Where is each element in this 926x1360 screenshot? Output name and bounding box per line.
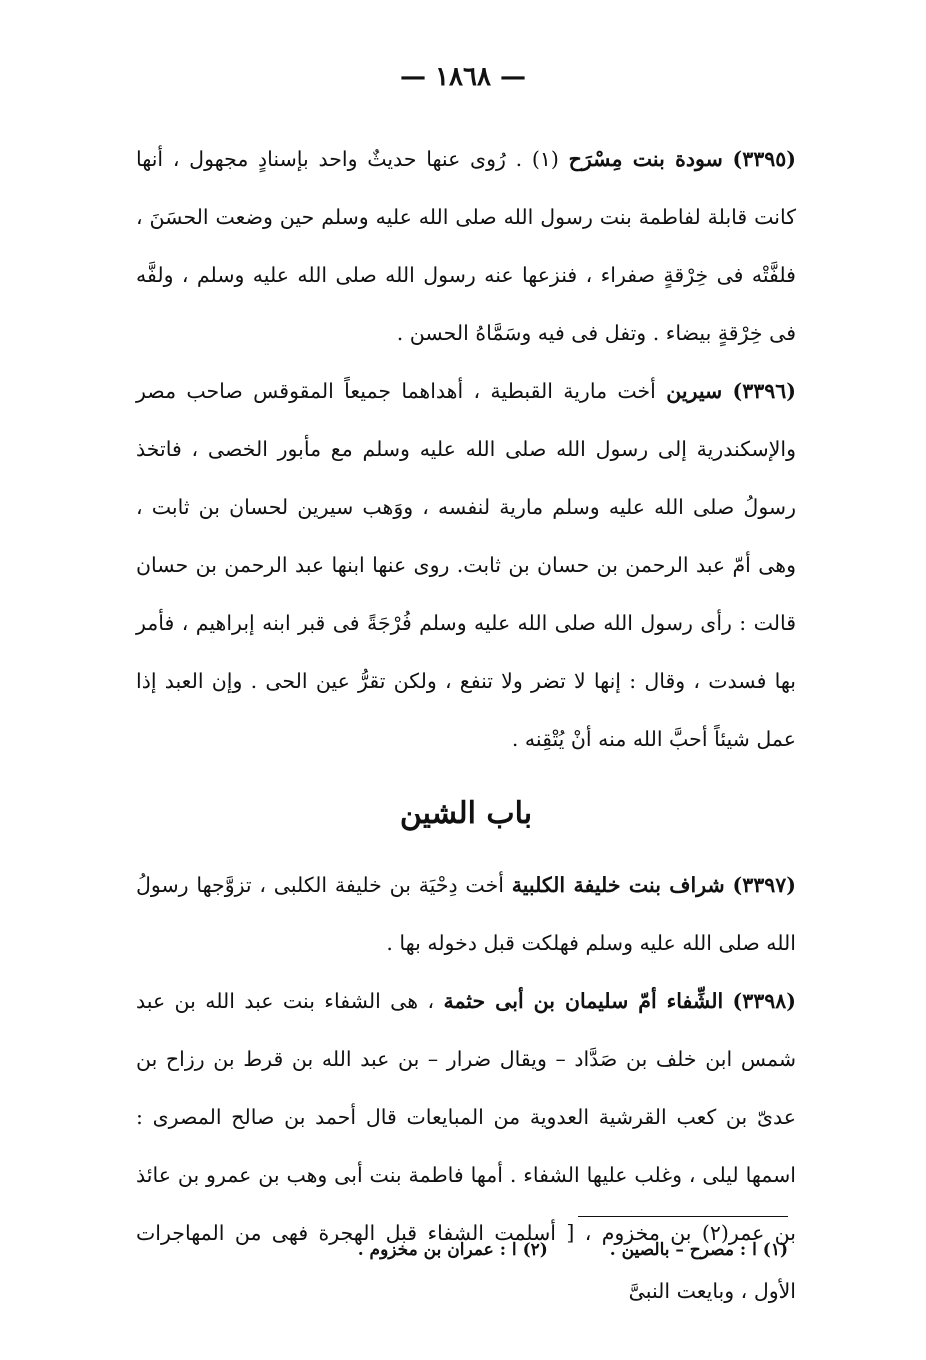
entry-text: أخت مارية القبطية ، أهداهما جميعاً المقوقس صاحب مصر والإسكندرية إلى رسول الله صلى الله عليه وسلم مع مأبور الخصى ، فاتخذ رسولُ صلى الله عليه وسلم مارية لنفسه ، ووَهب سيرين لحسان بن ثابت ، وهى أمّ عبد الرحمن بن حسان بن ثابت. روى عنها ابنها عبد الرحمن بن حسان قالت : رأى رسول الله صلى الله عليه وسلم فُرْجَةً فى قبر ابنه إبراهيم ، فأمر بها فسدت ، وقال : إنها لا تضر ولا تنفع ، ولكن تقرُّ عين الحى . وإن العبد إذا عمل شيئاً أحبَّ الله منه أنْ يُتْقِنه . — [136, 379, 796, 751]
entry-3395 — [136, 130, 796, 362]
footnote-divider — [578, 1216, 788, 1217]
entry-number: (٣٣٩٥) — [732, 147, 796, 171]
page-number: — ١٨٦٨ — — [400, 62, 526, 92]
entry-3397 — [136, 856, 796, 972]
entry-name: شراف بنت خليفة الكلبية — [511, 873, 725, 897]
entry-text: أخت دِحْيَة بن خليفة الكلبى ، تزوَّجها رسولُ الله صلى الله عليه وسلم فهلكت قبل دخوله بها . — [136, 873, 796, 955]
entry-number: (٣٣٩٦) — [732, 379, 796, 403]
entry-text: ، هى الشفاء بنت عبد الله بن عبد شمس ابن خلف بن صَدَّاد – ويقال ضرار – بن عبد الله بن قرط بن رزاح بن عدىّ بن كعب القرشية العدوية من المبايعات قال أحمد بن صالح المصرى : اسمها ليلى ، وغلب عليها الشفاء . أمها فاطمة بنت أبى وهب بن عمرو بن عائذ بن عمر(٢) بن مخزوم ، [ أسلمت الشفاء قبل الهجرة فهى من المهاجرات الأول ، وبايعت النبىَّ — [136, 989, 796, 1303]
footnote-2: (٢) ا : عمران بن مخزوم . — [357, 1240, 548, 1260]
entry-name: سيرين — [666, 379, 723, 403]
footnotes — [228, 1240, 788, 1260]
entry-name: الشِّفاء أمّ سليمان بن أبى حثمة — [443, 989, 724, 1013]
entry-3398 — [136, 972, 796, 1320]
entry-number: (٣٣٩٨) — [732, 989, 796, 1013]
entry-number: (٣٣٩٧) — [732, 873, 796, 897]
entry-name: سودة بنت مِسْرَح — [568, 147, 723, 171]
entry-text: (١) . رُوى عنها حديثٌ واحد بإسنادٍ مجهول ، أنها كانت قابلة لفاطمة بنت رسول الله صلى الله عليه وسلم حين وضعت الحسَنَ ، فلفَّتْه فى خِرْقةٍ صفراء ، فنزعها عنه رسول الله صلى الله عليه وسلم ، ولفَّه فى خِرْقةٍ بيضاء . وتفل فى فيه وسَمَّاهُ الحسن . — [136, 147, 796, 345]
section-heading: باب الشين — [399, 796, 533, 831]
main-text — [136, 130, 796, 1320]
entry-3396 — [136, 362, 796, 768]
footnote-1: (١) ا : مصرح – بالصين . — [609, 1240, 788, 1260]
